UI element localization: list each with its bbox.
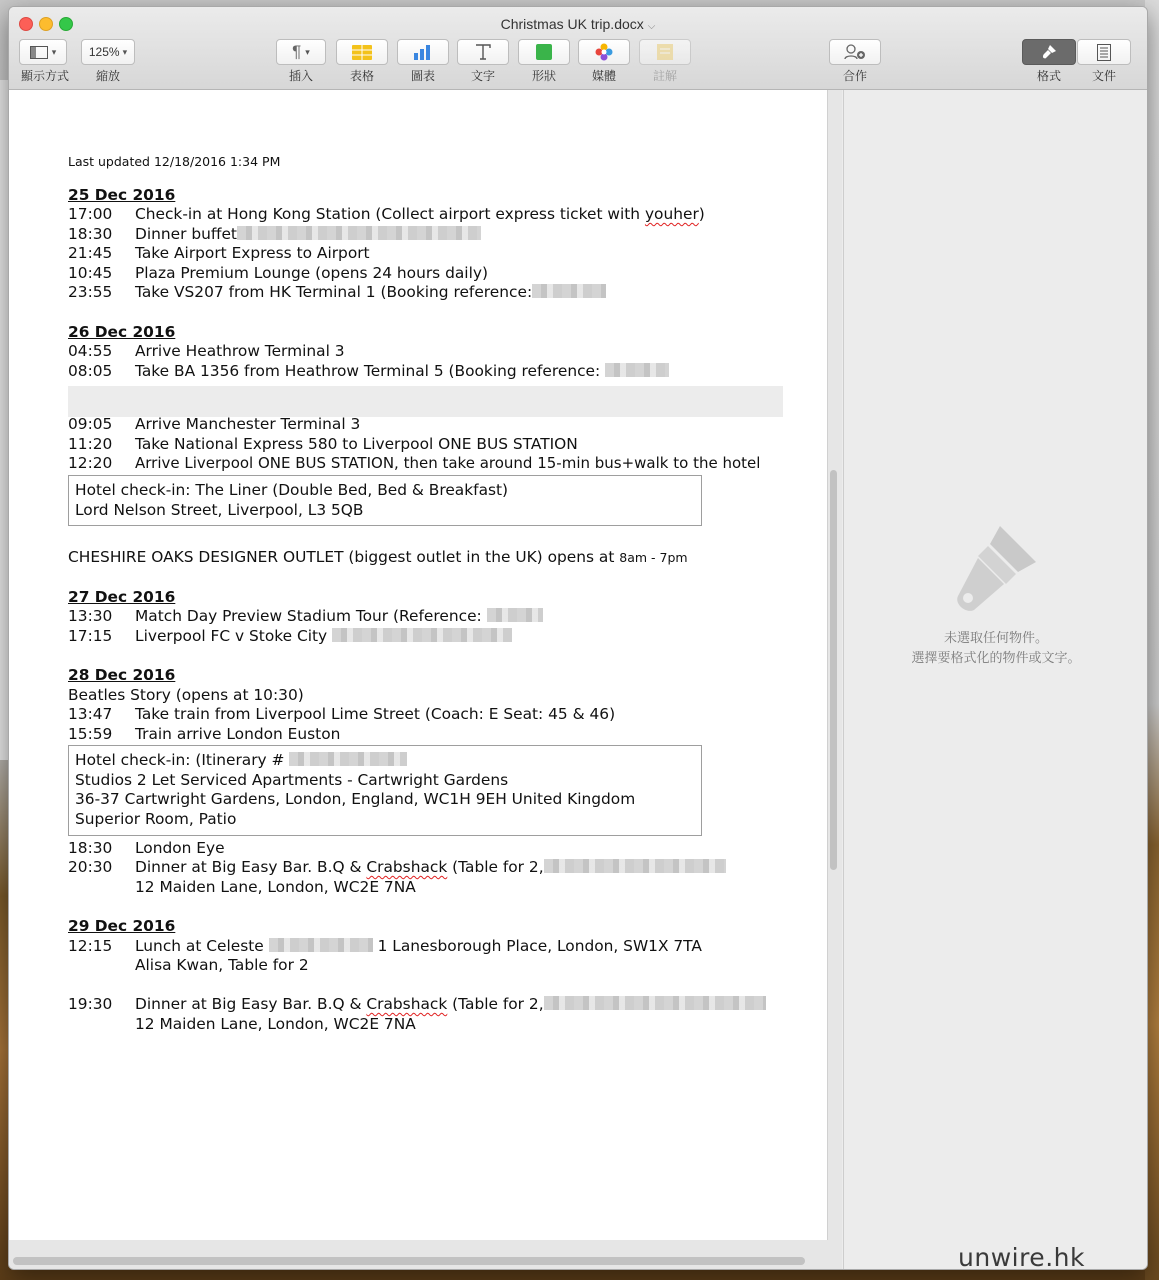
document-page-icon	[1097, 44, 1111, 61]
document-label: 文件	[1091, 69, 1116, 83]
table-label: 表格	[349, 69, 374, 83]
time-text: 11:20	[68, 435, 113, 453]
collaborate-button[interactable]	[829, 39, 881, 65]
time-text: 12:20	[68, 454, 113, 472]
last-updated-text: Last updated 12/18/2016 1:34 PM	[68, 154, 281, 169]
itinerary-text: Dinner at Big Easy Bar. B.Q & Crabshack (Table for 2,	[135, 995, 766, 1014]
zoom-label: 縮放	[95, 69, 120, 83]
itinerary-text: Match Day Preview Stadium Tour (Reference:	[135, 607, 543, 626]
media-label: 媒體	[591, 69, 616, 83]
chart-label: 圖表	[410, 69, 435, 83]
hotel-textbox[interactable]	[68, 475, 702, 526]
itinerary-text: Alisa Kwan, Table for 2	[135, 956, 309, 974]
outlet-text: CHESHIRE OAKS DESIGNER OUTLET (biggest outlet in the UK) opens at 8am - 7pm	[68, 548, 688, 566]
time-text: 09:05	[68, 415, 113, 433]
time-text: 10:45	[68, 264, 113, 282]
format-label: 格式	[1036, 69, 1061, 83]
hotel-line: Hotel check-in: The Liner (Double Bed, Bed & Breakfast)	[75, 481, 509, 499]
redacted-band	[68, 386, 783, 417]
table-button[interactable]	[336, 39, 388, 65]
itinerary-text: Take VS207 from HK Terminal 1 (Booking reference:	[135, 283, 606, 302]
text-box-button[interactable]	[457, 39, 509, 65]
itinerary-text: Check-in at Hong Kong Station (Collect airport express ticket with youher)	[135, 205, 705, 223]
hotel-line: Hotel check-in: (Itinerary #	[75, 751, 407, 770]
no-selection-hint: 選擇要格式化的物件或文字。	[911, 650, 1081, 665]
date-heading: 26 Dec 2016	[68, 323, 176, 341]
media-button[interactable]	[578, 39, 630, 65]
chevron-down-icon: ▾	[305, 46, 310, 57]
text-label: 文字	[470, 69, 495, 83]
table-icon	[352, 45, 372, 60]
misspelled-word[interactable]: Crabshack	[366, 995, 448, 1013]
itinerary-text: Take Airport Express to Airport	[135, 244, 370, 262]
time-text: 17:00	[68, 205, 113, 223]
itinerary-text: Arrive Liverpool ONE BUS STATION, then take around 15-min bus+walk to the hotel	[135, 454, 761, 472]
collaborate-label: 合作	[842, 69, 867, 83]
redacted-block	[269, 938, 373, 952]
paintbrush-icon	[948, 518, 1044, 614]
horizontal-scrollbar[interactable]	[13, 1257, 805, 1265]
chart-button[interactable]	[397, 39, 449, 65]
time-text: 20:30	[68, 858, 113, 876]
hotel-line: Superior Room, Patio	[75, 810, 237, 828]
itinerary-text: Dinner at Big Easy Bar. B.Q & Crabshack (Table for 2,	[135, 858, 726, 877]
time-text: 18:30	[68, 839, 113, 857]
format-button[interactable]	[1022, 39, 1076, 65]
redacted-block	[605, 363, 669, 377]
itinerary-text: Dinner buffet	[135, 225, 481, 244]
sidebar-view-icon	[30, 46, 48, 59]
comment-label: 註解	[652, 69, 677, 83]
time-text: 19:30	[68, 995, 113, 1013]
paintbrush-icon	[1041, 44, 1057, 60]
document-page[interactable]	[9, 90, 828, 1240]
shape-button[interactable]	[518, 39, 570, 65]
redacted-block	[544, 996, 766, 1010]
comment-note-icon	[657, 44, 673, 60]
itinerary-text: London Eye	[135, 839, 225, 857]
insert-label: 插入	[288, 69, 313, 83]
time-text: 21:45	[68, 244, 113, 262]
redacted-block	[544, 859, 726, 873]
hotel-line: Lord Nelson Street, Liverpool, L3 5QB	[75, 501, 364, 519]
pages-window	[8, 6, 1148, 1270]
redacted-block	[289, 752, 407, 766]
itinerary-text: Lunch at Celeste 1 Lanesborough Place, London, SW1X 7TA	[135, 937, 702, 955]
shape-square-icon	[536, 44, 552, 60]
itinerary-text: Train arrive London Euston	[135, 725, 341, 743]
time-text: 17:15	[68, 627, 113, 645]
date-heading: 27 Dec 2016	[68, 588, 176, 606]
time-text: 18:30	[68, 225, 113, 243]
redacted-block	[532, 284, 606, 298]
hotel-textbox[interactable]	[68, 745, 702, 836]
bar-chart-icon	[413, 44, 433, 60]
time-text: 04:55	[68, 342, 113, 360]
collaborate-person-add-icon	[844, 44, 866, 60]
itinerary-text: Arrive Manchester Terminal 3	[135, 415, 361, 433]
shape-label: 形狀	[531, 69, 556, 83]
chevron-down-icon: ⌵	[647, 21, 656, 32]
view-label: 顯示方式	[20, 69, 69, 83]
redacted-block	[332, 628, 512, 642]
view-button[interactable]	[19, 39, 67, 65]
chevron-down-icon: ▾	[122, 46, 128, 57]
document-title[interactable]: Christmas UK trip.docx ⌵	[500, 16, 656, 32]
time-text: 13:30	[68, 607, 113, 625]
itinerary-text: Beatles Story (opens at 10:30)	[68, 686, 304, 704]
text-t-icon	[475, 44, 491, 60]
itinerary-text: Liverpool FC v Stoke City	[135, 627, 512, 646]
pilcrow-icon: ¶	[292, 42, 302, 61]
photos-flower-icon	[595, 43, 613, 61]
vertical-scrollbar[interactable]	[830, 470, 837, 870]
redacted-block	[487, 608, 543, 622]
document-button[interactable]	[1077, 39, 1131, 65]
title-bar	[9, 7, 1147, 90]
hotel-line: Studios 2 Let Serviced Apartments - Cartwright Gardens	[75, 771, 509, 789]
itinerary-text: 12 Maiden Lane, London, WC2E 7NA	[135, 878, 416, 896]
itinerary-text: Take train from Liverpool Lime Street (Coach: E Seat: 45 & 46)	[135, 705, 616, 723]
zoom-select[interactable]	[81, 39, 135, 65]
time-text: 23:55	[68, 283, 113, 301]
time-text: 15:59	[68, 725, 113, 743]
document-canvas[interactable]	[9, 90, 842, 1269]
time-text: 08:05	[68, 362, 113, 380]
zoom-value: 125%	[88, 45, 120, 59]
time-text: 13:47	[68, 705, 113, 723]
misspelled-word[interactable]: Crabshack	[366, 858, 448, 876]
redacted-block	[237, 226, 481, 240]
date-heading: 28 Dec 2016	[68, 666, 176, 684]
chevron-down-icon: ▾	[51, 46, 57, 57]
date-heading: 29 Dec 2016	[68, 917, 176, 935]
date-heading: 25 Dec 2016	[68, 186, 176, 204]
watermark-text: unwire.hk	[958, 1243, 1085, 1272]
itinerary-text: 12 Maiden Lane, London, WC2E 7NA	[135, 1015, 416, 1033]
insert-button[interactable]	[276, 39, 326, 65]
time-text: 12:15	[68, 937, 113, 955]
itinerary-text: Take BA 1356 from Heathrow Terminal 5 (Booking reference:	[135, 362, 669, 381]
no-selection-message: 未選取任何物件。	[943, 630, 1048, 645]
format-sidebar	[843, 90, 1148, 1269]
misspelled-word[interactable]: youher	[644, 205, 699, 223]
itinerary-text: Take National Express 580 to Liverpool ONE BUS STATION	[135, 435, 578, 453]
comment-button[interactable]	[639, 39, 691, 65]
hotel-line: 36-37 Cartwright Gardens, London, England, WC1H 9EH United Kingdom	[75, 790, 636, 808]
itinerary-text: Plaza Premium Lounge (opens 24 hours daily)	[135, 264, 488, 282]
itinerary-text: Arrive Heathrow Terminal 3	[135, 342, 345, 360]
